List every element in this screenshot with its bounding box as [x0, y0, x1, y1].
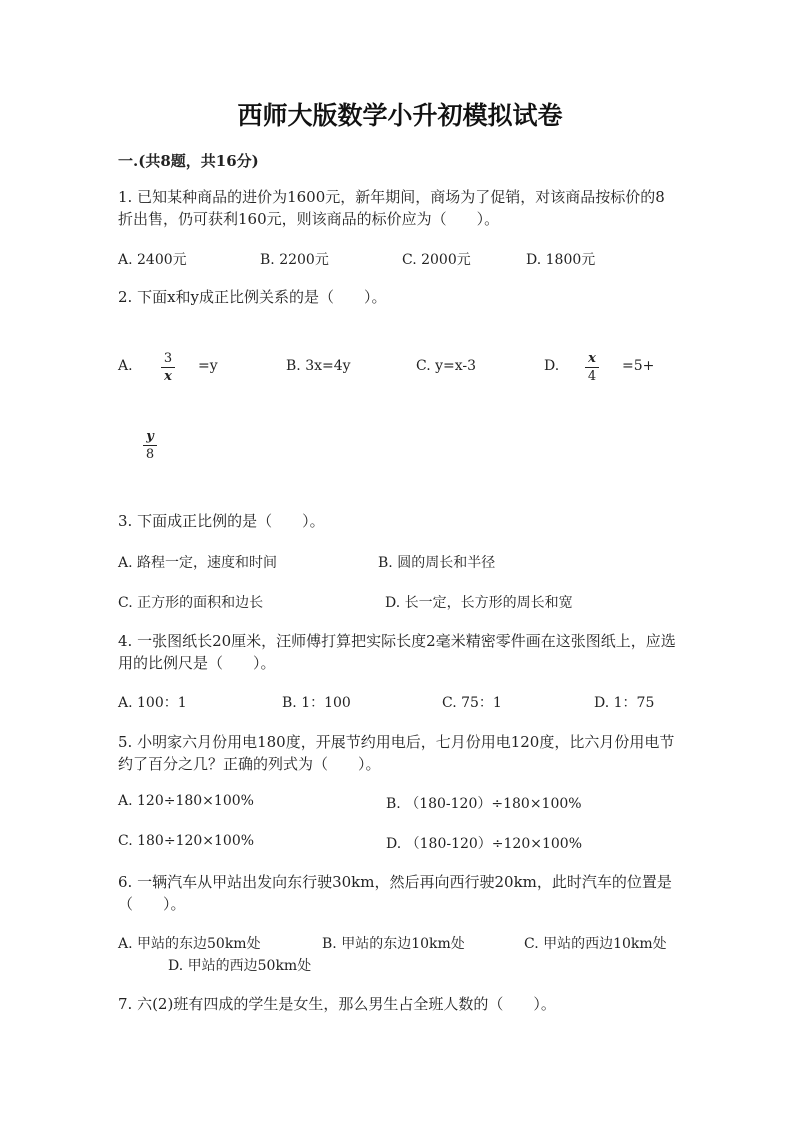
question-2-option-b[interactable]: B. 3x=4y	[286, 358, 351, 374]
question-2-text: 2. 下面x和y成正比例关系的是（ ）。	[118, 288, 387, 306]
fraction-denominator: x	[164, 369, 172, 384]
fraction-denominator: 8	[145, 447, 155, 462]
question-4-option-a[interactable]: A. 100：1	[118, 695, 187, 711]
question-5-option-b[interactable]: B. （180-120）÷180×100%	[386, 796, 582, 812]
fraction-bar	[143, 445, 157, 446]
question-3-text: 3. 下面成正比例的是（ ）。	[118, 512, 325, 530]
section-heading: 一.(共8题，共16分)	[118, 152, 259, 170]
question-2-option-d-label[interactable]: D.	[544, 358, 560, 374]
question-1-option-c[interactable]: C. 2000元	[402, 252, 471, 268]
question-4-option-c[interactable]: C. 75：1	[442, 695, 502, 711]
fraction-numerator: x	[588, 351, 596, 366]
question-1-option-a[interactable]: A. 2400元	[118, 252, 187, 268]
question-6-text: 6. 一辆汽车从甲站出发向东行驶30km，然后再向西行驶20km，此时汽车的位置是（ ）。	[118, 873, 672, 913]
question-1-option-d[interactable]: D. 1800元	[526, 252, 596, 268]
question-5-option-c[interactable]: C. 180÷120×100%	[118, 833, 255, 849]
question-6-option-c[interactable]: C. 甲站的西边10km处	[524, 936, 667, 952]
question-6-option-b[interactable]: B. 甲站的东边10km处	[322, 936, 465, 952]
fraction-bar	[585, 367, 599, 368]
question-6-option-a[interactable]: A. 甲站的东边50km处	[118, 936, 261, 952]
question-2-option-d-fraction-1	[585, 351, 599, 384]
fraction-bar	[161, 367, 175, 368]
question-4-text: 4. 一张图纸长20厘米，汪师傅打算把实际长度2毫米精密零件画在这张图纸上，应选用的比例尺是（ ）。	[118, 632, 676, 672]
fraction-numerator: y	[146, 429, 154, 444]
question-1-option-b[interactable]: B. 2200元	[260, 252, 329, 268]
fraction-numerator: 3	[163, 351, 173, 366]
fraction-denominator: 4	[587, 369, 597, 384]
question-4-option-b[interactable]: B. 1：100	[282, 695, 351, 711]
question-4-option-d[interactable]: D. 1：75	[594, 695, 655, 711]
question-7-text: 7. 六(2)班有四成的学生是女生，那么男生占全班人数的（ ）。	[118, 995, 556, 1013]
question-3-option-b[interactable]: B. 圆的周长和半径	[378, 555, 496, 571]
question-2-option-d-fraction-2	[143, 429, 157, 462]
question-2-option-d-rest: =5+	[622, 358, 655, 374]
question-2-option-a-label[interactable]: A.	[118, 358, 133, 374]
question-2-option-c[interactable]: C. y=x-3	[416, 358, 477, 374]
question-2-option-a-rest: =y	[198, 358, 218, 374]
question-5-option-a[interactable]: A. 120÷180×100%	[118, 793, 254, 809]
question-2-option-a-fraction	[161, 351, 175, 384]
question-5-text: 5. 小明家六月份用电180度，开展节约用电后，七月份用电120度，比六月份用电节约了百分之几？正确的列式为（ ）。	[118, 733, 675, 773]
question-5-option-d[interactable]: D. （180-120）÷120×100%	[386, 836, 583, 852]
question-3-option-a[interactable]: A. 路程一定，速度和时间	[118, 555, 278, 571]
page-title: 西师大版数学小升初模拟试卷	[237, 101, 563, 130]
question-6-option-d[interactable]: D. 甲站的西边50km处	[168, 958, 312, 974]
question-1-text: 1. 已知某种商品的进价为1600元，新年期间，商场为了促销，对该商品按标价的8折出售，仍可获利160元，则该商品的标价应为（ ）。	[118, 188, 665, 228]
question-3-option-d[interactable]: D. 长一定，长方形的周长和宽	[385, 595, 573, 611]
question-3-option-c[interactable]: C. 正方形的面积和边长	[118, 595, 264, 611]
